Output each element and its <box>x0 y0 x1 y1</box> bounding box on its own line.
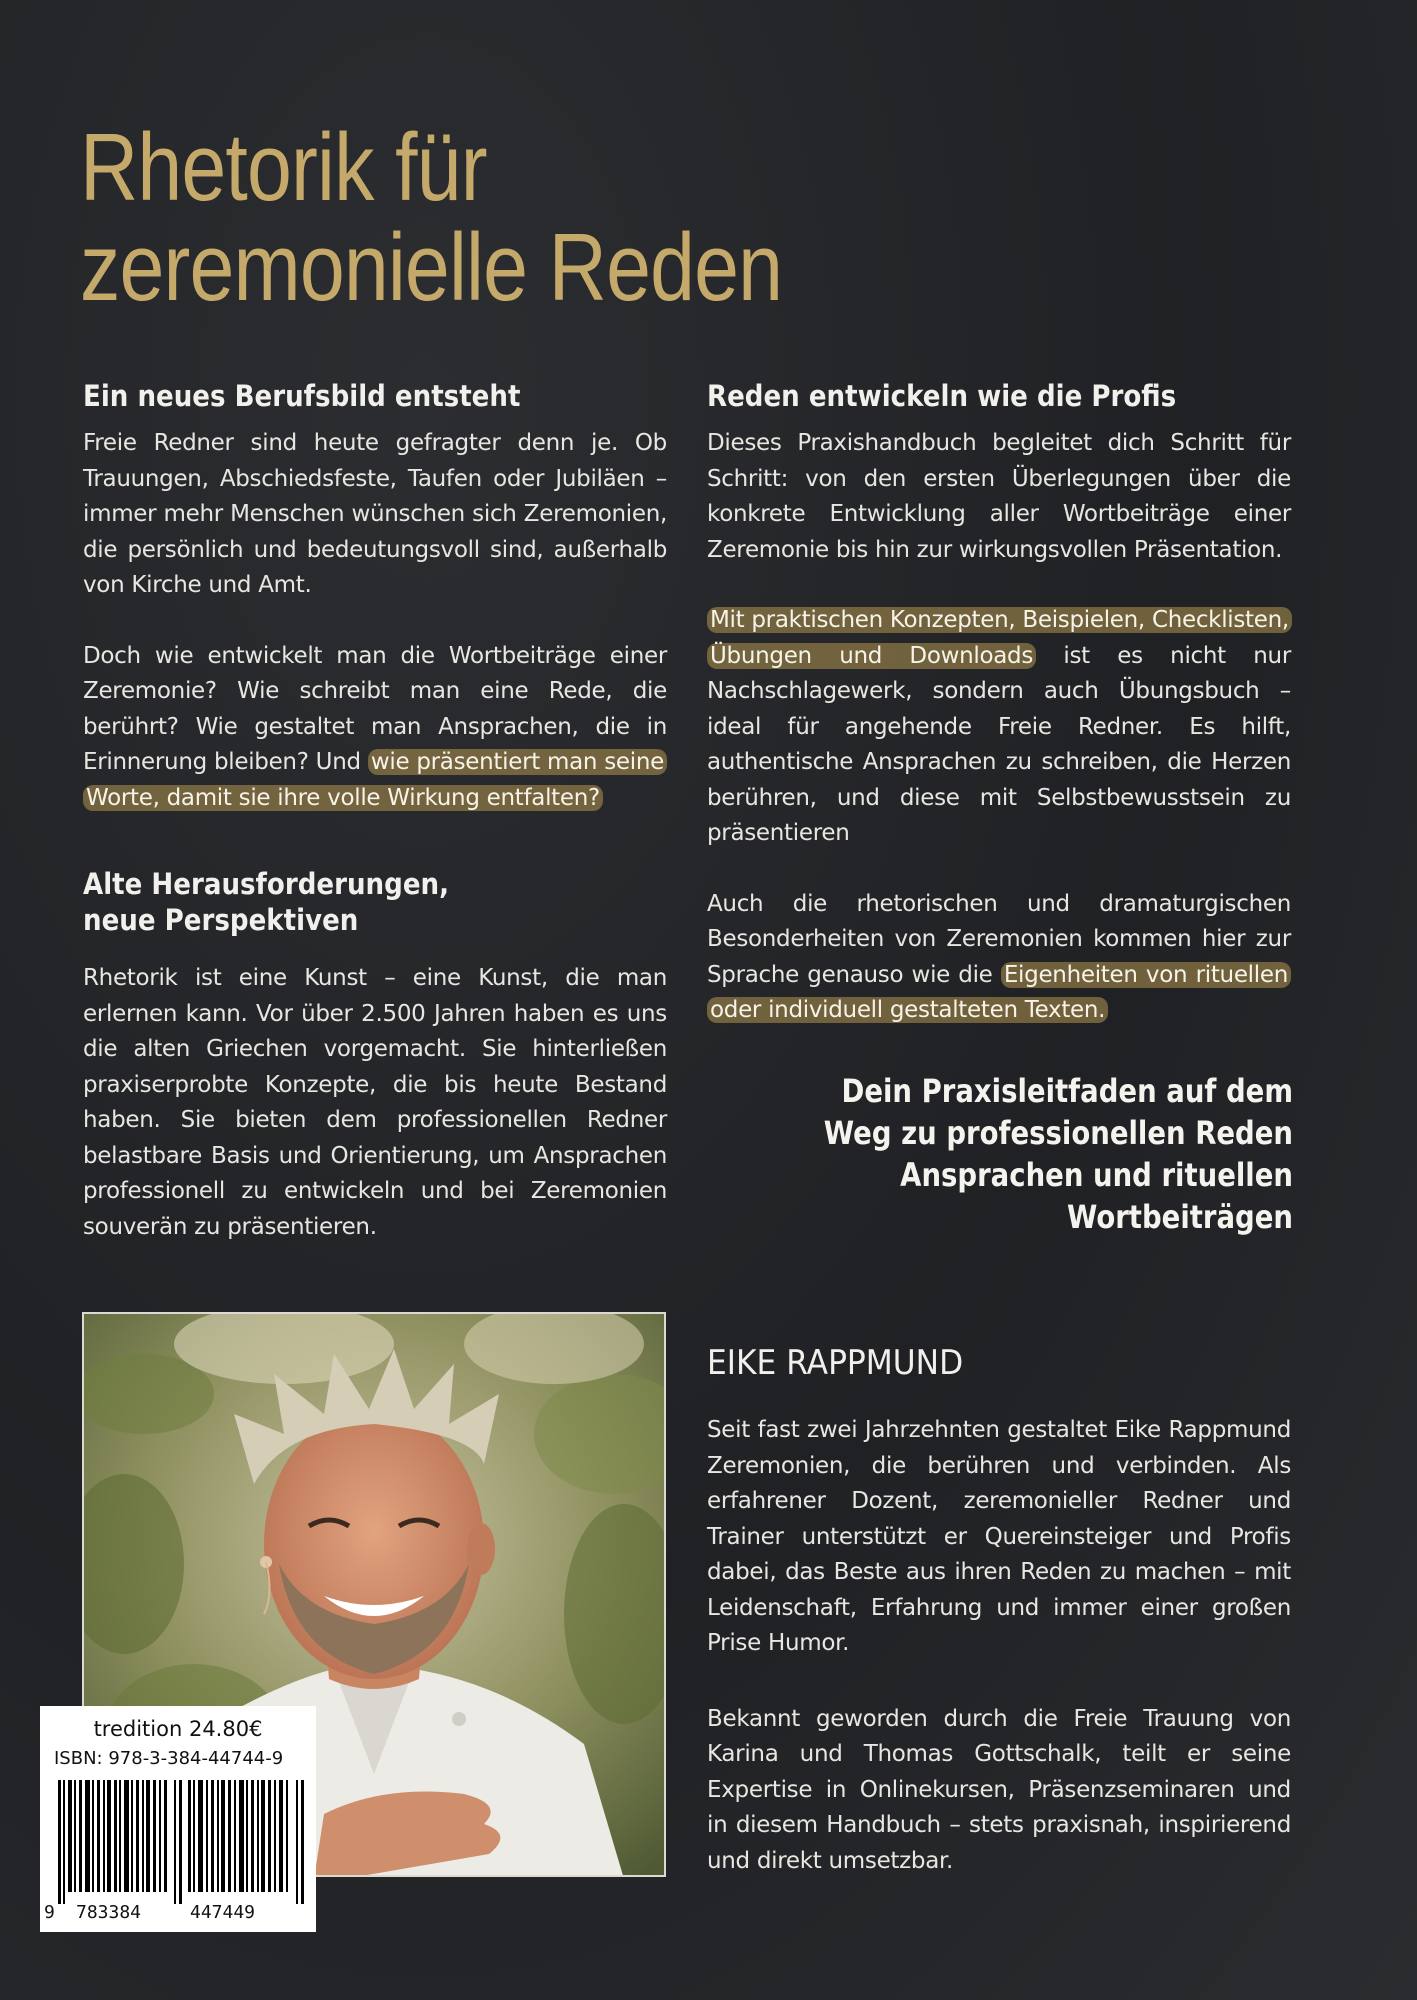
paragraph-how-to-develop <box>83 639 667 817</box>
paragraph-dramaturgy-text: Auch die rhetorischen und dramaturgischen Besonderheiten von Zeremonien kommen hier zur Sprache genauso wie die <box>707 890 1291 988</box>
author-bio <box>707 1413 1291 1879</box>
tagline-line-4: Wortbeiträgen <box>1066 1198 1293 1236</box>
barcode-bars <box>58 1780 308 1904</box>
book-title-line-1: Rhetorik für <box>80 114 487 221</box>
section-develop-like-pros <box>707 378 1291 1029</box>
paragraph-new-profession: Freie Redner sind heute gefragter denn je. Ob Trauungen, Abschiedsfeste, Taufen oder Jubiläen – immer mehr Menschen wünschen sich Zeremonien, die persönlich und bedeutungsvoll sind, außerhalb von Kirche und Amt. <box>83 430 667 598</box>
highlight-present-words: wie präsentiert man seine Worte, damit sie ihre volle Wirkung entfalten? <box>83 749 667 811</box>
paragraph-practical-concepts <box>707 603 1291 852</box>
section-old-challenges <box>83 866 667 1245</box>
tagline-line-3: Ansprachen und rituellen <box>900 1156 1293 1194</box>
ean-right-digits: 447449 <box>190 1902 256 1923</box>
ean-left-digits: 783384 <box>76 1902 142 1923</box>
heading-new-profession: Ein neues Berufsbild entsteht <box>83 379 521 413</box>
tagline <box>777 1070 1293 1238</box>
heading-old-challenges-line-2: neue Perspektiven <box>83 903 359 937</box>
paragraph-rhetoric-art: Rhetorik ist eine Kunst – eine Kunst, die man erlernen kann. Vor über 2.500 Jahren haben es uns die alten Griechen vorgemacht. Sie hinterließen praxiserprobte Konzepte, die bis heute Bestand haben. Sie bieten dem professionellen Redner belastbare Basis und Orientierung, um Ansprachen professionell zu entwickeln und bei Zeremonien souverän zu präsentieren. <box>83 965 667 1240</box>
heading-old-challenges-line-1: Alte Herausforderungen, <box>83 867 450 901</box>
author-bio-paragraph-1: Seit fast zwei Jahrzehnten gestaltet Eike Rappmund Zeremonien, die berühren und verbinden. Als erfahrener Dozent, zeremonieller Redner und Trainer unterstützt er Quereinsteiger und Profis dabei, das Beste aus ihren Reden zu machen – mit Leidenschaft, Erfahrung und immer einer großen Prise Humor. <box>707 1417 1291 1656</box>
author-bio-paragraph-2: Bekannt geworden durch die Freie Trauung von Karina und Thomas Gottschalk, teilt er seine Expertise in Onlinekursen, Präsenzseminaren und in diesem Handbuch – stets praxisnah, inspirierend und direkt umsetzbar. <box>707 1705 1291 1874</box>
tagline-line-1: Dein Praxisleitfaden auf dem <box>841 1072 1293 1110</box>
author-name: EIKE RAPPMUND <box>707 1343 964 1383</box>
paragraph-how-to-develop-text: Doch wie entwickelt man die Wortbeiträge einer Zeremonie? Wie schreibt man eine Rede, die berührt? Wie gestaltet man Ansprachen, die in Erinnerung bleiben? Und <box>83 642 667 775</box>
paragraph-dramaturgy <box>707 887 1291 1029</box>
barcode-box <box>40 1706 316 1932</box>
section-new-profession <box>83 378 667 816</box>
book-title-line-2: zeremonielle Reden <box>80 214 783 321</box>
book-title <box>80 114 1004 321</box>
paragraph-handbook: Dieses Praxishandbuch begleitet dich Schritt für Schritt: von den ersten Überlegungen über die konkrete Entwicklung aller Wortbeiträge einer Zeremonie bis hin zur wirkungsvollen Präsentation. <box>707 430 1291 563</box>
isbn-label: ISBN: 978-3-384-44744-9 <box>54 1748 284 1769</box>
heading-develop-like-pros: Reden entwickeln wie die Profis <box>707 379 1177 413</box>
ean-first-digit: 9 <box>44 1902 55 1923</box>
tagline-line-2: Weg zu professionellen Reden <box>823 1114 1293 1152</box>
highlight-practical-concepts: Mit praktischen Konzepten, Beispielen, Checklisten, Übungen und Downloads <box>707 607 1292 669</box>
price-label: tredition 24.80€ <box>93 1717 263 1741</box>
paragraph-practical-concepts-text: ist es nicht nur Nachschlagewerk, sondern auch Übungsbuch – ideal für angehende Freie Redner. Es hilft, authentische Ansprachen zu schreiben, die Herzen berühren, und diese mit Selbstbewusstsein zu präsentieren <box>707 642 1291 846</box>
highlight-ritual-texts: Eigenheiten von rituellen oder individuell gestalteten Texten. <box>707 962 1291 1024</box>
